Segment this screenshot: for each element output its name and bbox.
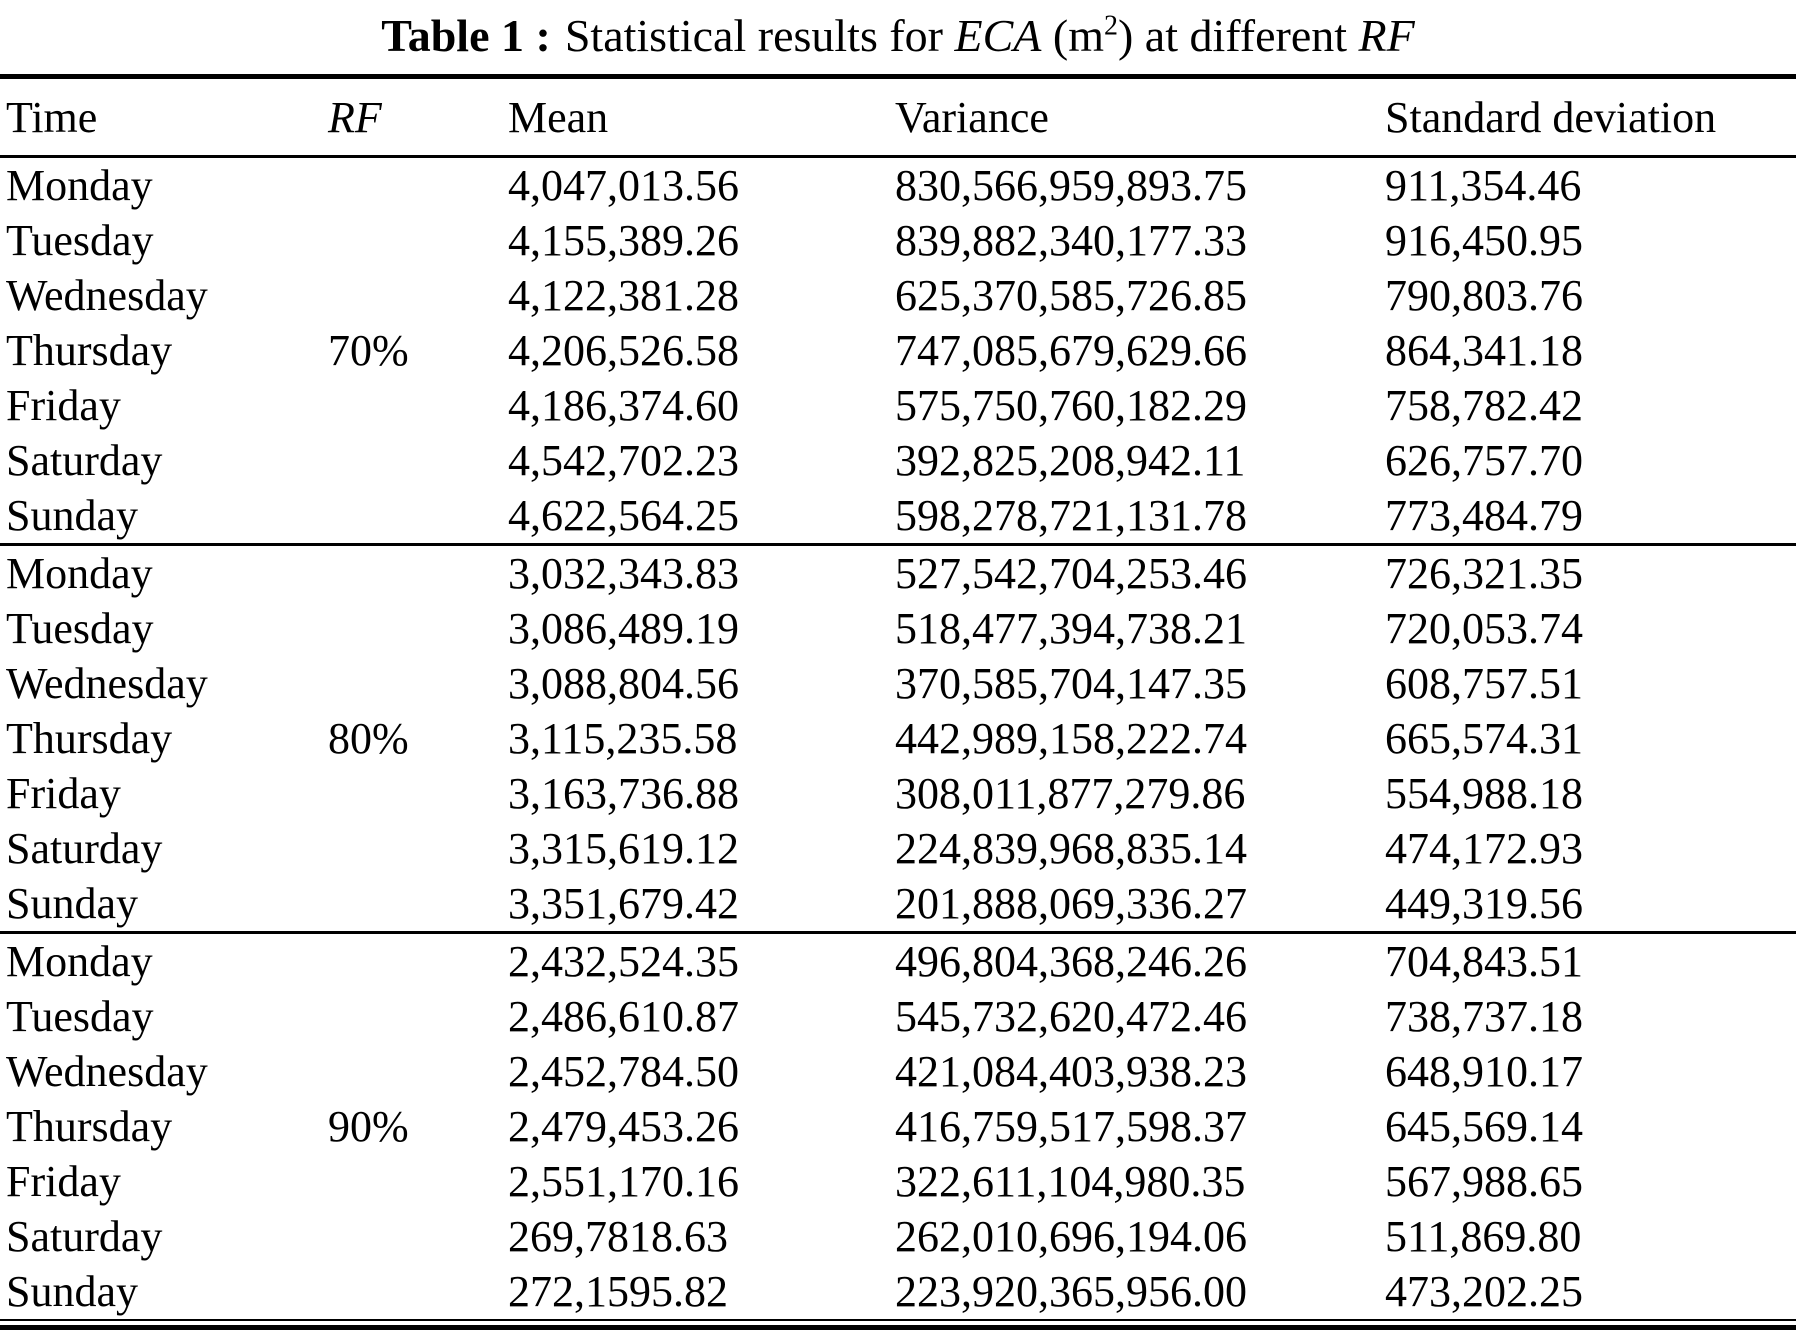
table-row	[0, 989, 1796, 1044]
mean-cell: 4,155,389.26	[508, 216, 739, 265]
rf-cell	[328, 433, 508, 488]
table-row	[0, 323, 1796, 378]
mean-cell: 3,351,679.42	[508, 876, 895, 933]
day-cell: Sunday	[6, 1267, 138, 1316]
std-cell: 911,354.46	[1385, 161, 1582, 210]
std-cell: 626,757.70	[1385, 436, 1583, 485]
table-caption	[0, 0, 1796, 74]
std-cell: 648,910.17	[1385, 1047, 1583, 1096]
rf-value-cell: 80%	[328, 714, 409, 763]
variance-cell: 421,084,403,938.23	[895, 1047, 1247, 1096]
table-row	[0, 1154, 1796, 1209]
table-row	[0, 1044, 1796, 1099]
variance-cell: 747,085,679,629.66	[895, 326, 1247, 375]
std-cell: 608,757.51	[1385, 659, 1583, 708]
variance-cell: 839,882,340,177.33	[895, 216, 1247, 265]
variance-cell: 223,920,365,956.00	[895, 1267, 1247, 1316]
day-cell: Sunday	[0, 488, 328, 545]
column-header-time: Time	[0, 77, 328, 157]
mean-cell: 272,1595.82	[508, 1267, 728, 1316]
mean-cell: 2,486,610.87	[508, 992, 739, 1041]
day-cell: Friday	[6, 769, 121, 818]
mean-cell: 3,088,804.56	[508, 659, 739, 708]
variance-cell: 496,804,368,246.26	[895, 937, 1247, 986]
rf-cell	[328, 766, 508, 821]
table-caption-rf: RF	[1358, 10, 1415, 61]
mean-cell: 4,206,526.58	[508, 326, 739, 375]
variance-cell: 370,585,704,147.35	[895, 659, 1247, 708]
day-cell: Wednesday	[6, 659, 208, 708]
variance-cell: 545,732,620,472.46	[895, 992, 1247, 1041]
rf-cell	[328, 601, 508, 656]
rf-cell	[328, 1044, 508, 1099]
std-cell: 645,569.14	[1385, 1102, 1583, 1151]
column-header-mean: Mean	[508, 77, 895, 157]
rf-cell	[328, 989, 508, 1044]
rf-cell	[328, 1154, 508, 1209]
rf-cell	[328, 876, 508, 933]
day-cell: Tuesday	[6, 604, 154, 653]
std-cell: 449,319.56	[1385, 876, 1796, 933]
table-row	[0, 157, 1796, 214]
variance-cell: 416,759,517,598.37	[895, 1102, 1247, 1151]
day-cell: Saturday	[6, 1212, 163, 1261]
table-row	[0, 268, 1796, 323]
table-row	[0, 821, 1796, 876]
table-caption-eca: ECA	[954, 10, 1042, 61]
table-row	[0, 1264, 1796, 1319]
std-cell: 704,843.51	[1385, 937, 1583, 986]
table-caption-label: Table 1 :	[381, 10, 551, 61]
variance-cell: 442,989,158,222.74	[895, 714, 1247, 763]
mean-cell: 4,047,013.56	[508, 161, 739, 210]
column-header-rf: RF	[328, 77, 508, 157]
variance-cell: 262,010,696,194.06	[895, 1212, 1247, 1261]
day-cell: Wednesday	[6, 1047, 208, 1096]
table-row	[0, 433, 1796, 488]
day-cell: Thursday	[6, 1102, 173, 1151]
std-cell: 773,484.79	[1385, 488, 1796, 545]
mean-cell: 2,452,784.50	[508, 1047, 739, 1096]
column-header-std: Standard deviation	[1385, 77, 1796, 157]
table-bottom-rule	[0, 1319, 1796, 1330]
variance-cell: 830,566,959,893.75	[895, 161, 1247, 210]
rf-value-cell: 90%	[328, 1102, 409, 1151]
mean-cell: 4,542,702.23	[508, 436, 739, 485]
day-cell: Monday	[6, 161, 153, 210]
table-caption-text: Statistical results for	[564, 10, 955, 61]
std-cell: 511,869.80	[1385, 1212, 1582, 1261]
std-cell: 473,202.25	[1385, 1267, 1583, 1316]
day-cell: Saturday	[6, 824, 163, 873]
std-cell: 790,803.76	[1385, 271, 1583, 320]
rf-cell	[328, 488, 508, 545]
rf-cell	[328, 933, 508, 990]
table-caption-unit-close: ) at different	[1117, 10, 1359, 61]
day-cell: Monday	[6, 937, 153, 986]
table-caption-unit-sup: 2	[1103, 10, 1118, 42]
mean-cell: 3,163,736.88	[508, 769, 739, 818]
table-row	[0, 933, 1796, 990]
table-row	[0, 1209, 1796, 1264]
std-cell: 916,450.95	[1385, 216, 1583, 265]
std-cell: 726,321.35	[1385, 549, 1583, 598]
day-cell: Tuesday	[6, 216, 154, 265]
mean-cell: 2,432,524.35	[508, 937, 739, 986]
std-cell: 554,988.18	[1385, 769, 1583, 818]
mean-cell: 4,186,374.60	[508, 381, 739, 430]
std-cell: 665,574.31	[1385, 714, 1583, 763]
table-row	[0, 545, 1796, 602]
table-row	[0, 488, 1796, 545]
day-cell: Saturday	[6, 436, 163, 485]
variance-cell: 527,542,704,253.46	[895, 549, 1247, 598]
rf-cell	[328, 1209, 508, 1264]
rf-cell	[328, 821, 508, 876]
table-caption-unit-open: (m	[1041, 10, 1104, 61]
table-row	[0, 711, 1796, 766]
table-row	[0, 766, 1796, 821]
day-cell: Friday	[6, 1157, 121, 1206]
table-row	[0, 378, 1796, 433]
rf-cell	[328, 378, 508, 433]
header-row	[0, 77, 1796, 157]
variance-cell: 598,278,721,131.78	[895, 488, 1385, 545]
mean-cell: 3,315,619.12	[508, 824, 739, 873]
day-cell: Wednesday	[6, 271, 208, 320]
std-cell: 720,053.74	[1385, 604, 1583, 653]
rf-cell	[328, 656, 508, 711]
std-cell: 474,172.93	[1385, 824, 1583, 873]
table-row	[0, 876, 1796, 933]
mean-cell: 3,086,489.19	[508, 604, 739, 653]
mean-cell: 4,122,381.28	[508, 271, 739, 320]
rf-value-cell: 70%	[328, 326, 409, 375]
mean-cell: 2,551,170.16	[508, 1157, 739, 1206]
rf-cell	[328, 157, 508, 214]
rf-cell	[328, 1264, 508, 1319]
variance-cell: 322,611,104,980.35	[895, 1157, 1246, 1206]
column-header-variance: Variance	[895, 77, 1385, 157]
mean-cell: 269,7818.63	[508, 1212, 728, 1261]
day-cell: Friday	[6, 381, 121, 430]
day-cell: Tuesday	[6, 992, 154, 1041]
variance-cell: 625,370,585,726.85	[895, 271, 1247, 320]
variance-cell: 518,477,394,738.21	[895, 604, 1247, 653]
mean-cell: 3,115,235.58	[508, 714, 738, 763]
rf-cell	[328, 545, 508, 602]
variance-cell: 575,750,760,182.29	[895, 381, 1247, 430]
day-cell: Sunday	[0, 876, 328, 933]
std-cell: 758,782.42	[1385, 381, 1583, 430]
day-cell: Thursday	[6, 326, 173, 375]
table-row	[0, 656, 1796, 711]
day-cell: Monday	[6, 549, 153, 598]
std-cell: 864,341.18	[1385, 326, 1583, 375]
variance-cell: 308,011,877,279.86	[895, 769, 1246, 818]
variance-cell: 224,839,968,835.14	[895, 824, 1247, 873]
day-cell: Thursday	[6, 714, 173, 763]
rf-cell	[328, 268, 508, 323]
mean-cell: 2,479,453.26	[508, 1102, 739, 1151]
std-cell: 738,737.18	[1385, 992, 1583, 1041]
variance-cell: 392,825,208,942.11	[895, 436, 1246, 485]
table-row	[0, 1099, 1796, 1154]
statistics-table	[0, 74, 1796, 1319]
table-row	[0, 601, 1796, 656]
std-cell: 567,988.65	[1385, 1157, 1583, 1206]
table-row	[0, 213, 1796, 268]
mean-cell: 3,032,343.83	[508, 549, 739, 598]
variance-cell: 201,888,069,336.27	[895, 876, 1385, 933]
mean-cell: 4,622,564.25	[508, 488, 895, 545]
rf-cell	[328, 213, 508, 268]
